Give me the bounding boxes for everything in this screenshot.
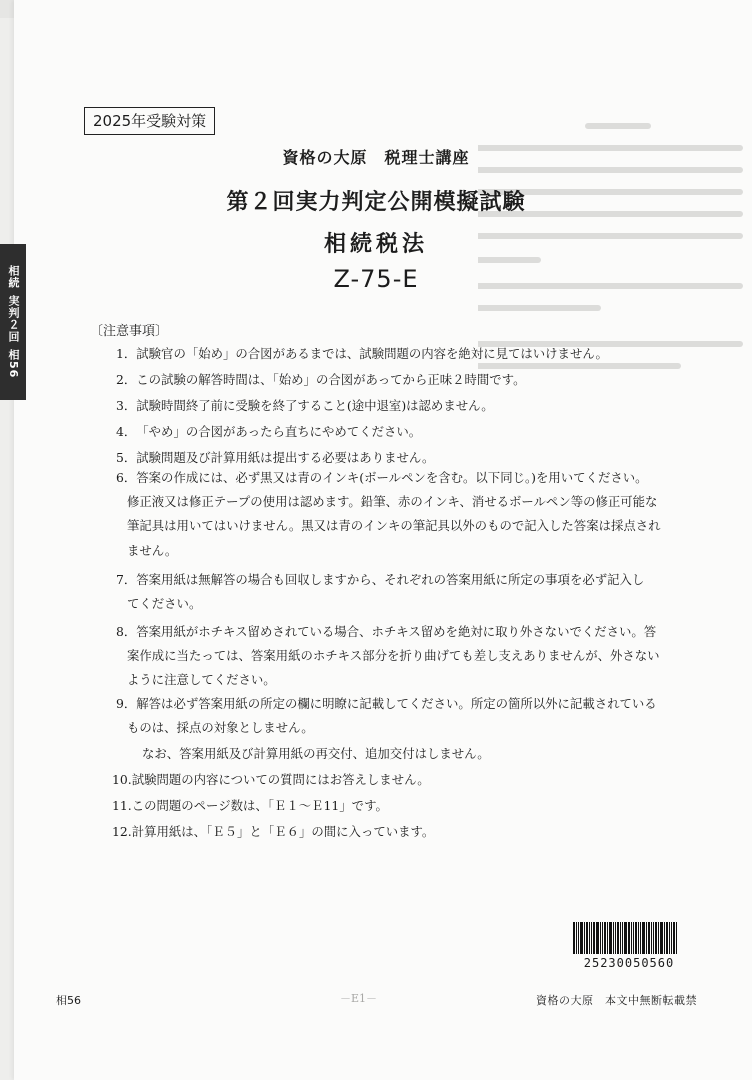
note-number: 7． <box>116 572 137 587</box>
note-number: 6． <box>116 470 137 485</box>
barcode-bars <box>573 922 685 954</box>
note-text: 試験時間終了前に受験を終了すること(途中退室)は認めません。 <box>136 398 494 413</box>
note-line <box>127 494 657 510</box>
note-line <box>127 543 177 559</box>
note-line <box>116 424 421 440</box>
note-text: 「やめ」の合図があったら直ちにやめてください。 <box>136 424 422 439</box>
barcode-bar <box>631 922 632 954</box>
barcode-bar <box>655 922 657 954</box>
notes-heading: 〔注意事項〕 <box>90 324 169 339</box>
side-tab-line2: 実判２回 <box>7 295 21 344</box>
note-number: 5． <box>116 450 137 465</box>
barcode-bar <box>633 922 634 954</box>
barcode-bar <box>642 922 645 954</box>
exam-year-box: 2025年受験対策 <box>84 107 215 135</box>
barcode-bar <box>600 922 601 954</box>
barcode-bar <box>653 922 654 954</box>
note-number: 9． <box>116 696 137 711</box>
note-line <box>116 372 525 388</box>
barcode-bar <box>617 922 619 954</box>
note-line <box>116 398 494 414</box>
note-text: ものは、採点の対象としません。 <box>127 720 314 735</box>
barcode-bar <box>578 922 579 954</box>
note-text: ように注意してください。 <box>127 672 276 687</box>
barcode <box>573 922 685 972</box>
barcode-bar <box>609 922 612 954</box>
note-line <box>112 824 434 840</box>
note-number: 11. <box>112 798 132 813</box>
note-line <box>127 672 276 688</box>
barcode-bar <box>622 922 623 954</box>
barcode-bar <box>586 922 588 954</box>
note-line <box>127 518 661 534</box>
note-line <box>116 624 656 640</box>
note-text: なお、答案用紙及び計算用紙の再交付、追加交付はしません。 <box>142 746 490 761</box>
note-line <box>116 346 608 362</box>
exam-code: Z-75-E <box>333 265 419 293</box>
barcode-bar <box>584 922 585 954</box>
note-text: 答案用紙は無解答の場合も回収しますから、それぞれの答案用紙に所定の事項を必ず記入し <box>136 572 645 587</box>
barcode-bar <box>669 922 670 954</box>
note-line <box>116 696 657 712</box>
note-line <box>116 450 434 466</box>
note-number: 3． <box>116 398 137 413</box>
school-course: 資格の大原 税理士講座 <box>282 148 470 167</box>
note-text: てください。 <box>127 596 202 611</box>
side-tab-line3: 相56 <box>7 349 21 379</box>
note-line <box>116 572 644 588</box>
note-number: 1． <box>116 346 137 361</box>
barcode-bar <box>615 922 616 954</box>
barcode-bar <box>638 922 639 954</box>
footer-left-code: 相56 <box>56 994 81 1007</box>
note-text: 試験官の「始め」の合図があるまでは、試験問題の内容を絶対に見てはいけません。 <box>136 346 608 361</box>
barcode-bar <box>651 922 652 954</box>
barcode-bar <box>676 922 677 954</box>
note-text: 試験問題及び計算用紙は提出する必要はありません。 <box>136 450 435 465</box>
barcode-bar <box>602 922 603 954</box>
note-text: 案作成に当たっては、答案用紙のホチキス部分を折り曲げても差し支えありませんが、外さない <box>127 648 660 663</box>
barcode-bar <box>673 922 675 954</box>
note-number: 2． <box>116 372 137 387</box>
barcode-bar <box>666 922 668 954</box>
note-text: この問題のページ数は、「Ｅ１～Ｅ11」です。 <box>131 798 388 813</box>
barcode-bar <box>573 922 575 954</box>
note-number: 8． <box>116 624 137 639</box>
barcode-bar <box>591 922 592 954</box>
note-line <box>127 648 660 664</box>
note-text: 答案用紙がホチキス留めされている場合、ホチキス留めを絶対に取り外さないでください。答 <box>136 624 657 639</box>
barcode-bar <box>613 922 614 954</box>
subject-title: 相続税法 <box>323 231 428 257</box>
barcode-bar <box>646 922 647 954</box>
note-text: 試験問題の内容についての質問にはお答えしません。 <box>131 772 430 787</box>
barcode-bar <box>671 922 672 954</box>
barcode-bar <box>620 922 621 954</box>
note-text: 計算用紙は、「Ｅ５」と「Ｅ６」の間に入っています。 <box>131 824 435 839</box>
barcode-bar <box>658 922 659 954</box>
barcode-bar <box>576 922 577 954</box>
note-text: 筆記具は用いてはいけません。黒又は青のインキの筆記具以外のもので記入した答案は採点され <box>127 518 661 533</box>
note-text: 修正液又は修正テープの使用は認めます。鉛筆、赤のインキ、消せるボールペン等の修正可能な <box>127 494 658 509</box>
note-text: 解答は必ず答案用紙の所定の欄に明瞭に記載してください。所定の箇所以外に記載されている <box>136 696 657 711</box>
barcode-bar <box>593 922 595 954</box>
footer-copyright: 資格の大原 本文中無断転載禁 <box>536 994 697 1007</box>
barcode-bar <box>664 922 665 954</box>
bleed-through-lines <box>470 92 740 352</box>
note-number: 10. <box>112 772 132 787</box>
note-number: 4． <box>116 424 137 439</box>
note-text: この試験の解答時間は、「始め」の合図があってから正味２時間です。 <box>136 372 526 387</box>
side-tab-line1: 相続 <box>7 265 21 290</box>
barcode-bar <box>607 922 608 954</box>
barcode-bar <box>628 922 630 954</box>
barcode-bar <box>660 922 663 954</box>
barcode-bar <box>635 922 637 954</box>
note-line <box>112 798 388 814</box>
note-line <box>142 746 490 762</box>
barcode-number: 25230050560 <box>583 956 675 970</box>
note-number: 12. <box>112 824 132 839</box>
note-line <box>112 772 430 788</box>
barcode-bar <box>624 922 627 954</box>
note-line <box>127 596 201 612</box>
barcode-bar <box>589 922 590 954</box>
page-number: －E1－ <box>340 992 378 1005</box>
note-line <box>116 470 648 486</box>
exam-title: 第２回実力判定公開模擬試験 <box>226 189 526 215</box>
barcode-bar <box>596 922 599 954</box>
barcode-bar <box>640 922 641 954</box>
barcode-bar <box>580 922 583 954</box>
barcode-bar <box>604 922 606 954</box>
barcode-bar <box>648 922 650 954</box>
note-text: 答案の作成には、必ず黒又は青のインキ(ボールペンを含む。以下同じ。)を用いてください。 <box>136 470 648 485</box>
note-text: ません。 <box>127 543 178 558</box>
note-line <box>127 720 314 736</box>
